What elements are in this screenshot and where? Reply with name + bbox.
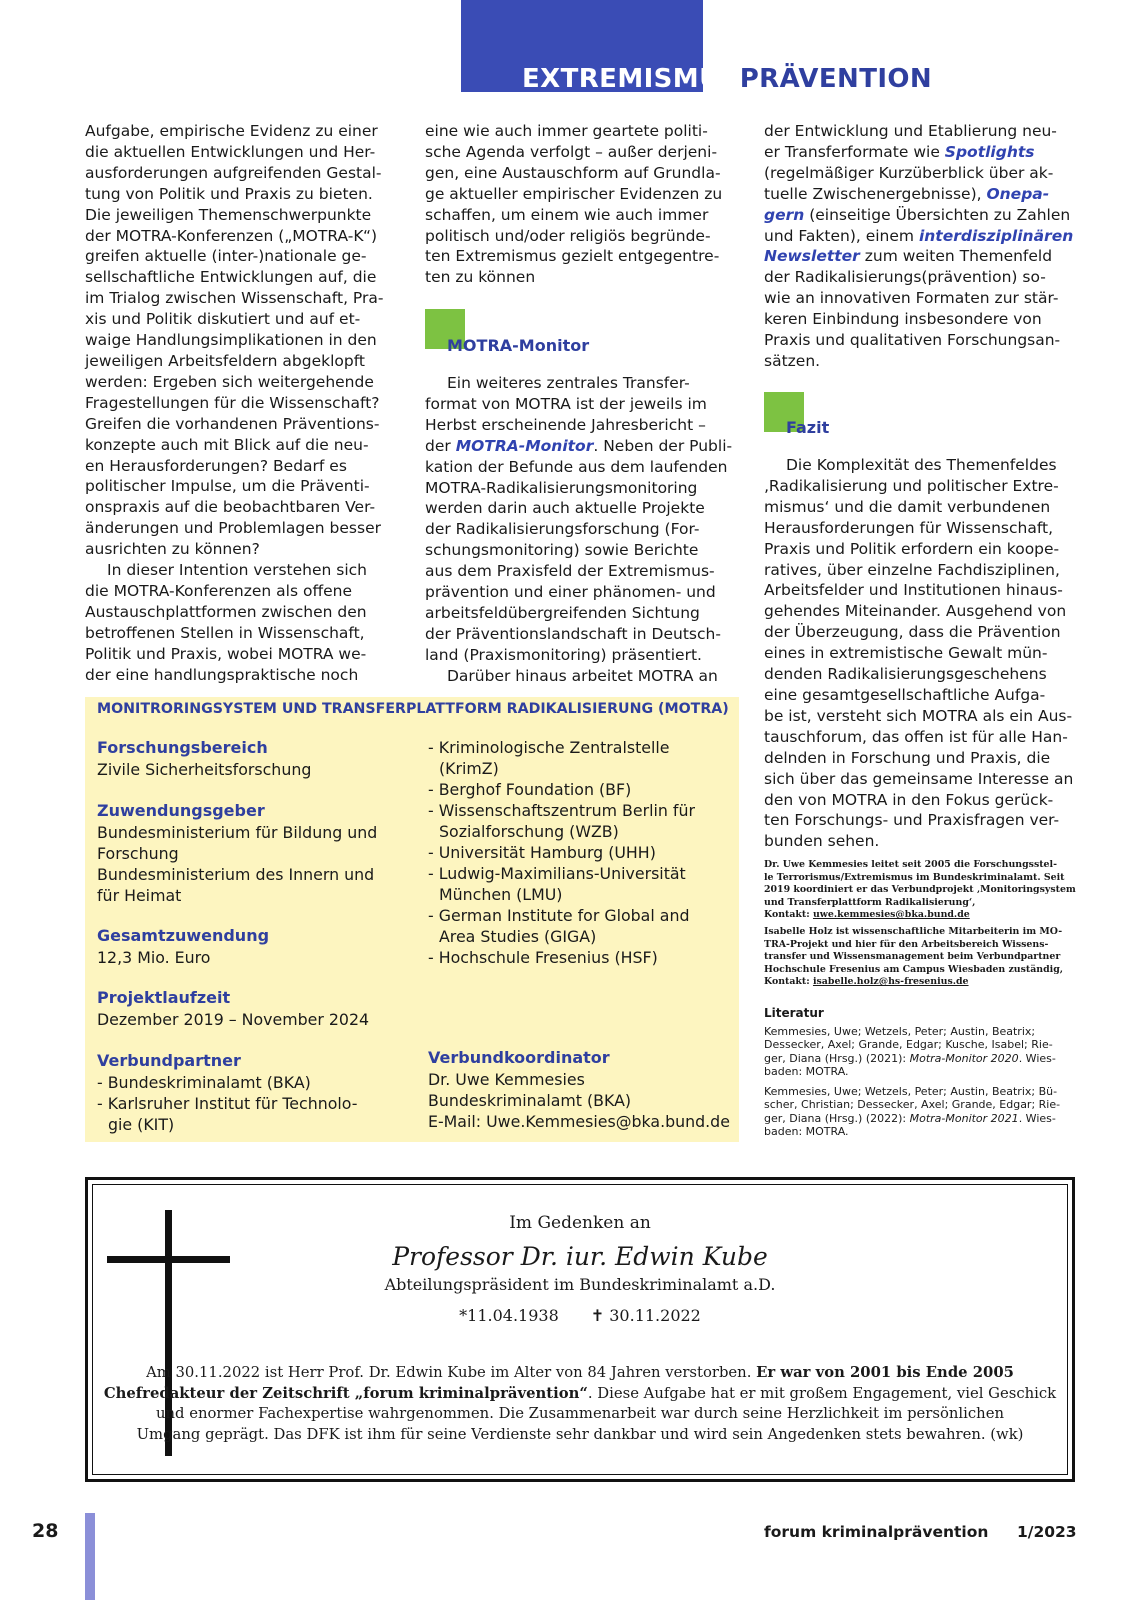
coordinator-line: Dr. Uwe Kemmesies xyxy=(428,1070,585,1089)
info-value-verbundkoordinator xyxy=(428,1069,730,1132)
emphasis-term: Newsletter xyxy=(764,247,860,266)
info-label-verbundkoordinator: Verbundkoordinator xyxy=(428,1048,610,1067)
col3-line xyxy=(764,226,1073,247)
col3-line xyxy=(764,142,1073,163)
col3-line: Arbeitsfelder und Institutionen hinaus- xyxy=(764,581,1063,600)
col1-line: werden: Ergeben sich weitergehende xyxy=(85,372,374,391)
info-value-projektlaufzeit: Dezember 2019 – November 2024 xyxy=(97,1010,370,1029)
partner-item-continuation: München (LMU) xyxy=(439,885,563,904)
col1-line: änderungen und Problemlagen besser xyxy=(85,519,381,538)
partner-item: - Kriminologische Zentralstelle xyxy=(428,738,670,757)
obituary-name: Professor Dr. iur. Edwin Kube xyxy=(392,1242,768,1271)
col2-line: der Radikalisierungsforschung (For- xyxy=(425,520,700,539)
ref-line: Kemmesies, Uwe; Wetzels, Peter; Austin, Beatrix; Bü- xyxy=(764,1085,1058,1098)
col1-line: waige Handlungsimplikationen in den xyxy=(85,331,377,350)
text-run: ger, Diana (Hrsg.) (2022): xyxy=(764,1111,910,1125)
info-value-verbundpartner xyxy=(97,1072,357,1135)
col2-line: werden darin auch aktuelle Projekte xyxy=(425,499,705,518)
col1-line: greifen aktuelle (inter-)nationale ge- xyxy=(85,247,367,266)
col1-line: tung von Politik und Praxis zu bieten. xyxy=(85,184,373,203)
bio-contact xyxy=(764,976,1063,989)
ref-line: Dessecker, Axel; Grande, Edgar; Kusche, Isabel; Rie- xyxy=(764,1038,1053,1052)
text-run: der xyxy=(425,436,456,455)
emphasis-term: Onepa- xyxy=(986,184,1050,203)
info-value-forschungsbereich: Zivile Sicherheitsforschung xyxy=(97,760,312,779)
col1-line: Aufgabe, empirische Evidenz zu einer xyxy=(85,122,378,140)
contact-label: Kontakt: xyxy=(764,909,813,921)
text-run: er Transferformate wie xyxy=(764,142,945,161)
col2-line: Herbst erscheinende Jahresbericht – xyxy=(425,415,706,434)
col1-line: en Herausforderungen? Bedarf es xyxy=(85,456,347,475)
emphasis-term: MOTRA-Monitor xyxy=(455,436,594,455)
col2-line: prävention und einer phänomen- und xyxy=(425,583,716,602)
col3-line: Herausforderungen für Wissenschaft, xyxy=(764,518,1054,537)
col2-line: politisch und/oder religiös begründe- xyxy=(425,226,711,245)
col2-line: Ein weiteres zentrales Transfer- xyxy=(447,374,690,392)
text-run: Am 30.11.2022 ist Herr Prof. Dr. Edwin Kube im Alter von 84 Jahren verstorben. xyxy=(146,1364,757,1381)
col2-line: aus dem Praxisfeld der Extremismus- xyxy=(425,562,715,581)
partner-item-continuation: Area Studies (GIGA) xyxy=(439,927,597,946)
bio-line: le Terrorismus/Extremismus im Bundeskriminalamt. Seit xyxy=(764,871,1065,883)
info-box-title: MONITRORINGSYSTEM UND TRANSFERPLATTFORM RADIKALISIERUNG (MOTRA) xyxy=(97,701,729,717)
magazine-name: forum kriminalprävention xyxy=(764,1523,989,1541)
col1-line: jeweiligen Arbeitsfeldern abgeklopft xyxy=(85,351,366,370)
section-header xyxy=(522,64,932,94)
author-bio-holz xyxy=(764,926,1063,989)
col3-line: wie an innovativen Formaten zur stär- xyxy=(764,289,1059,308)
col1-line: Greifen die vorhandenen Präventions- xyxy=(85,414,380,433)
obit-line: Umgang geprägt. Das DFK ist ihm für seine Verdienste sehr dankbar und wird sein Angedenken stets bewahren. (wk) xyxy=(136,1425,1024,1443)
col3-line: sätzen. xyxy=(764,351,821,370)
text-run: ger, Diana (Hrsg.) (2021): xyxy=(764,1051,910,1065)
article-column-2-top xyxy=(425,121,722,288)
col1-line: In dieser Intention verstehen sich xyxy=(107,561,367,580)
col3-line: ‚Radikalisierung und politischer Extre- xyxy=(764,476,1059,495)
literature-ref-1 xyxy=(764,1025,1056,1079)
col3-line: der Radikalisierungs(prävention) so- xyxy=(764,268,1046,287)
text-run: (einseitige Übersichten zu Zahlen xyxy=(804,205,1071,224)
bio-line: Dr. Uwe Kemmesies leitet seit 2005 die Forschungsstel- xyxy=(764,859,1057,870)
literature-heading: Literatur xyxy=(764,1006,824,1020)
footer-accent-bar xyxy=(85,1513,95,1600)
col3-line: delnden in Forschung und Praxis, die xyxy=(764,748,1051,767)
partner-item-continuation: Sozialforschung (WZB) xyxy=(439,822,619,841)
obit-line: und enormer Fachexpertise wahrgenommen. Die Zusammenarbeit war durch seine Herzlichkeit im persönlichen xyxy=(156,1405,1004,1423)
partner-item-continuation: (KrimZ) xyxy=(439,759,499,778)
text-run: und Fakten), einem xyxy=(764,226,919,245)
col3-line: be ist, versteht sich MOTRA als ein Aus- xyxy=(764,706,1073,725)
header-title-part1: EXTREMISMUS xyxy=(522,64,740,94)
email-link[interactable]: uwe.kemmesies@bka.bund.de xyxy=(812,909,970,921)
col2-line: MOTRA-Radikalisierungsmonitoring xyxy=(425,478,698,497)
col3-line: Praxis und Politik erfordern ein koope- xyxy=(764,539,1060,558)
bio-line: Isabelle Holz ist wissenschaftliche Mitarbeiterin im MO- xyxy=(764,926,1063,937)
col2-line: ge aktueller empirischer Evidenzen zu xyxy=(425,184,723,203)
author-bio-kemmesies xyxy=(764,859,1076,922)
col2-line: gen, eine Austauschform auf Grundla- xyxy=(425,163,721,182)
col1-line: der eine handlungspraktische noch xyxy=(85,665,359,684)
obituary-intro: Im Gedenken an xyxy=(509,1213,651,1233)
col1-line: Politik und Praxis, wobei MOTRA we- xyxy=(85,644,367,663)
col2-line: land (Praxismonitoring) präsentiert. xyxy=(425,645,702,664)
col2-line xyxy=(425,436,732,457)
col3-line: den von MOTRA in den Fokus gerück- xyxy=(764,790,1054,809)
text-run: tuelle Zwischenergebnisse), xyxy=(764,184,987,203)
col3-line: denden Radikalisierungsgeschehens xyxy=(764,665,1047,684)
col2-line: schaffen, um einem wie auch immer xyxy=(425,205,709,224)
info-line: Bundesministerium des Innern und xyxy=(97,865,375,884)
emphasis-term: Spotlights xyxy=(944,142,1035,161)
col3-line: ratives, über einzelne Fachdisziplinen, xyxy=(764,560,1060,579)
ref-line: baden: MOTRA. xyxy=(764,1125,849,1139)
partner-item: - Wissenschaftszentrum Berlin für xyxy=(428,801,695,820)
col3-line: keren Einbindung insbesondere von xyxy=(764,310,1042,329)
ref-line: scher, Christian; Dessecker, Axel; Grande, Edgar; Rie- xyxy=(764,1098,1061,1112)
col2-line: kation der Befunde aus dem laufenden xyxy=(425,457,728,476)
article-column-3-top xyxy=(764,121,1073,372)
text-run: . Wies- xyxy=(1018,1051,1056,1065)
col1-line: Austauschplattformen zwischen den xyxy=(85,602,367,621)
obituary-dates xyxy=(100,1306,1060,1325)
article-column-1 xyxy=(85,121,383,685)
partner-item: - Berghof Foundation (BF) xyxy=(428,780,632,799)
col1-line: betroffenen Stellen in Wissenschaft, xyxy=(85,623,365,642)
col3-line: gehendes Miteinander. Ausgehend von xyxy=(764,602,1067,621)
bio-line: 2019 koordiniert er das Verbundprojekt ‚Monitoringsystem xyxy=(764,884,1076,896)
info-line: Forschung xyxy=(97,844,179,863)
partner-item: - Ludwig-Maximilians-Universität xyxy=(428,864,686,883)
bio-line: transfer und Wissensmanagement beim Verbundpartner xyxy=(764,951,1061,963)
text-run: . Diese Aufgabe hat er mit großem Engagement, viel Geschick xyxy=(587,1384,1057,1402)
info-line: Bundesministerium für Bildung und xyxy=(97,823,378,842)
text-run: zum weiten Themenfeld xyxy=(859,247,1053,266)
col3-line: sich über das gemeinsame Interesse an xyxy=(764,769,1074,788)
col2-line: schungsmonitoring) sowie Berichte xyxy=(425,541,699,560)
col3-line xyxy=(764,184,1073,205)
info-label-verbundpartner: Verbundpartner xyxy=(97,1051,241,1070)
page-number: 28 xyxy=(32,1520,59,1542)
col1-line: der MOTRA-Konferenzen („MOTRA-K“) xyxy=(85,226,378,245)
col1-line: im Trialog zwischen Wissenschaft, Pra- xyxy=(85,289,384,308)
ref-line xyxy=(764,1052,1056,1065)
text-run-bold: Chefredakteur der Zeitschrift „forum kriminalprävention“ xyxy=(103,1384,588,1402)
col2-line: format von MOTRA ist der jeweils im xyxy=(425,394,707,413)
coordinator-email: E-Mail: Uwe.Kemmesies@bka.bund.de xyxy=(428,1112,730,1131)
col3-line: der Überzeugung, dass die Prävention xyxy=(764,623,1061,642)
col1-line: politischer Impulse, um die Präventi- xyxy=(85,477,370,496)
info-label-forschungsbereich: Forschungsbereich xyxy=(97,738,268,757)
birth-date: *11.04.1938 xyxy=(459,1306,559,1325)
text-run-bold: Er war von 2001 bis Ende 2005 xyxy=(756,1364,1014,1381)
bio-line: Hochschule Fresenius am Campus Wiesbaden zuständig, xyxy=(764,963,1064,975)
contact-label: Kontakt: xyxy=(764,976,813,988)
partner-item: - Hochschule Fresenius (HSF) xyxy=(428,948,658,967)
emphasis-term: gern xyxy=(764,205,805,224)
col1-line: die aktuellen Entwicklungen und Her- xyxy=(85,142,376,161)
ref-line: Kemmesies, Uwe; Wetzels, Peter; Austin, Beatrix; xyxy=(764,1025,1036,1038)
col2-line: eine wie auch immer geartete politi- xyxy=(425,122,708,140)
bio-line: und Transferplattform Radikalisierung‘, xyxy=(764,896,976,908)
col1-line: ausforderungen aufgreifenden Gestal- xyxy=(85,163,382,182)
partner-item: - German Institute for Global and xyxy=(428,906,690,925)
col3-line: (regelmäßiger Kurzüberblick über ak- xyxy=(764,163,1054,182)
info-value-gesamtzuwendung: 12,3 Mio. Euro xyxy=(97,948,211,967)
bio-line: TRA-Projekt und hier für den Arbeitsbereich Wissens- xyxy=(764,938,1049,950)
info-line: für Heimat xyxy=(97,886,182,905)
partner-item: - Karlsruher Institut für Technolo- xyxy=(97,1094,358,1113)
col3-line: Die Komplexität des Themenfeldes xyxy=(786,456,1057,474)
col3-line xyxy=(764,246,1073,267)
col2-line: sche Agenda verfolgt – außer derjeni- xyxy=(425,142,718,161)
col2-line: ten Extremismus gezielt entgegentre- xyxy=(425,247,720,266)
col3-line: tauschforum, das offen ist für alle Han- xyxy=(764,727,1068,746)
col2-line: ten zu können xyxy=(425,268,536,287)
obit-line xyxy=(100,1363,1060,1384)
article-column-3-fazit xyxy=(764,455,1073,852)
bio-contact xyxy=(764,909,1076,922)
ref-title: Motra-Monitor 2020 xyxy=(909,1051,1019,1065)
monitor-section-heading: MOTRA-Monitor xyxy=(447,336,590,355)
info-label-zuwendungsgeber: Zuwendungsgeber xyxy=(97,801,265,820)
col1-line: konzepte auch mit Blick auf die neu- xyxy=(85,435,369,454)
col3-line: eine gesamtgesellschaftliche Aufga- xyxy=(764,685,1046,704)
emphasis-term: interdisziplinären xyxy=(918,226,1074,245)
col1-line: Fragestellungen für die Wissenschaft? xyxy=(85,393,380,412)
partner-item: - Universität Hamburg (UHH) xyxy=(428,843,656,862)
col3-line: mismus‘ und die damit verbundenen xyxy=(764,497,1051,516)
col2-line: arbeitsfeldübergreifenden Sichtung xyxy=(425,603,700,622)
ref-line: baden: MOTRA. xyxy=(764,1065,849,1079)
text-run: . Neben der Publi- xyxy=(593,436,733,455)
col1-line: ausrichten zu können? xyxy=(85,540,260,559)
col1-line: sellschaftliche Entwicklungen auf, die xyxy=(85,268,377,287)
col3-line: ten Forschungs- und Praxisfragen ver- xyxy=(764,811,1060,830)
obituary-position: Abteilungspräsident im Bundeskriminalamt a.D. xyxy=(384,1275,776,1294)
ref-line xyxy=(764,1112,1060,1125)
col2-line: Darüber hinaus arbeitet MOTRA an xyxy=(447,666,718,685)
obit-line xyxy=(100,1384,1060,1405)
col2-line: der Präventionslandschaft in Deutsch- xyxy=(425,624,721,643)
info-partner-list xyxy=(428,737,695,968)
col1-line: onspraxis auf die beobachtbaren Ver- xyxy=(85,498,376,517)
col3-line: der Entwicklung und Etablierung neu- xyxy=(764,122,1057,140)
col1-line: xis und Politik diskutiert und auf et- xyxy=(85,310,361,329)
literature-ref-2 xyxy=(764,1085,1060,1139)
fazit-section-heading: Fazit xyxy=(786,418,830,437)
col3-line xyxy=(764,205,1073,226)
text-run: . Wies- xyxy=(1018,1111,1056,1125)
info-value-zuwendungsgeber xyxy=(97,822,377,906)
obituary-body xyxy=(100,1363,1060,1445)
partner-item-continuation: gie (KIT) xyxy=(108,1115,175,1134)
email-link[interactable]: isabelle.holz@hs-fresenius.de xyxy=(812,976,969,988)
col3-line: Praxis und qualitativen Forschungsan- xyxy=(764,331,1061,350)
partner-item: - Bundeskriminalamt (BKA) xyxy=(97,1073,311,1092)
ref-title: Motra-Monitor 2021 xyxy=(909,1111,1019,1125)
col3-line: eines in extremistische Gewalt mün- xyxy=(764,644,1048,663)
info-label-projektlaufzeit: Projektlaufzeit xyxy=(97,988,231,1007)
coordinator-line: Bundeskriminalamt (BKA) xyxy=(428,1091,632,1110)
info-label-gesamtzuwendung: Gesamtzuwendung xyxy=(97,926,270,945)
death-date: ✝ 30.11.2022 xyxy=(590,1306,701,1325)
header-title-part2: PRÄVENTION xyxy=(739,64,933,94)
col1-line: Die jeweiligen Themenschwerpunkte xyxy=(85,205,372,224)
col1-line: die MOTRA-Konferenzen als offene xyxy=(85,581,353,600)
issue-number: 1/2023 xyxy=(1017,1523,1077,1541)
col3-line: bunden sehen. xyxy=(764,832,880,851)
article-column-2-monitor xyxy=(425,373,732,687)
